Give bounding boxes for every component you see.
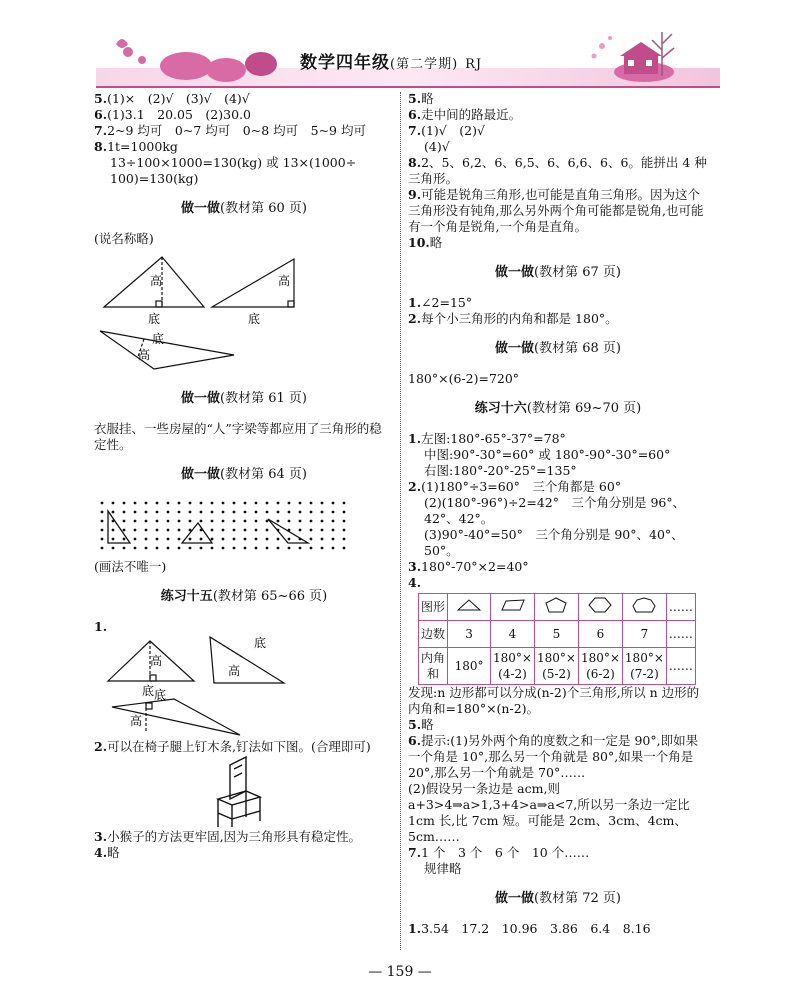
fig60-di-2: 底 [248,312,261,326]
heading-exercise-16: 练习十六(教材第 69~70 页) [474,401,642,416]
answer-7: 7.2~9 均可 0~7 均可 0~8 均可 5~9 均可 [94,123,366,138]
q1-gao-2: 高 [228,664,241,678]
question-4: 4.略 [94,845,120,860]
table-row-shape [419,594,696,621]
r-answer-10: 10.略 [408,235,443,250]
heading-p68: 做一做(教材第 68 页) [495,341,621,356]
angle-ellipsis: …… [666,648,695,685]
semester: (第二学期) [390,57,459,72]
angle-sum-4: 180°× (4-2) [491,648,535,685]
answer-p67-1: 1.∠2=15° [408,295,473,310]
answer-8-line2: 13÷100×1000=130(kg) 或 13×(1000÷ [110,155,357,170]
angle-sum-6: 180°× (6-2) [578,648,622,685]
sides-6: 6 [578,621,622,648]
sides-5: 5 [534,621,578,648]
fig60-di-1: 底 [148,312,161,326]
book-title: 数学四年级 [300,53,390,73]
q1-gao-1: 高 [150,654,163,668]
table-row-sides [419,621,696,648]
r-answer-8: 8.2、5、6,2、6、6,5、6、6,6、6、6。能拼出 4 种三角形。 [408,155,707,186]
shape-ellipsis: …… [666,594,695,621]
q1-di-3: 底 [154,688,167,702]
right-column [408,91,708,937]
heading-p72: 做一做(教材第 72 页) [495,891,621,906]
answer-p72: 1.3.54 17.2 10.96 3.86 6.4 8.16 [408,921,651,936]
dot-grid-figure [94,497,394,559]
triangle-icon [448,594,491,621]
heading-p61: 做一做(教材第 61 页) [181,391,307,406]
answer-p61: 衣服挂、一些房屋的“人”字梁等都应用了三角形的稳定性。 [94,421,382,452]
ex16-4-num: 4. [408,575,422,590]
drawing-note: (画法不唯一) [94,559,167,574]
question-2: 2.可以在椅子腿上钉木条,钉法如下图。(合理即可) [94,739,371,754]
heading-exercise-15: 练习十五(教材第 65~66 页) [160,589,328,604]
ex16-2-line2: (2)(180°-96°)÷2=42° 三个角分别是 96°、42°、42°。 [424,495,686,526]
polygon-table [418,593,696,685]
finding: 发现:n 边形都可以分成(n-2)个三角形,所以 n 边形的内角和=180°×(n-2)。 [408,685,700,716]
header-rule [96,86,720,88]
ex16-3: 3.180°-70°×2=40° [408,559,529,574]
ex16-1-line3: 右图:180°-20°-25°=135° [424,463,577,478]
ex16-1: 1.左图:180°-65°-37°=78° [408,431,566,446]
q1-gao-3: 高 [130,714,143,728]
column-divider [400,92,401,950]
chair-figure [94,755,394,829]
answer-5: 5.(1)× (2)√ (3)√ (4)√ [94,91,250,106]
angle-sum-7: 180°× (7-2) [622,648,666,685]
answer-8-line3: 100)=130(kg) [110,171,199,186]
answer-8: 8.1t=1000kg [94,139,178,154]
fig60-di-3: 底 [152,332,165,346]
angle-sum-5: 180°× (5-2) [534,648,578,685]
header-title [300,48,482,73]
naming-note: (说名称略) [94,231,154,246]
fig60-gao-2: 高 [278,274,291,288]
heptagon-icon [622,594,666,621]
ex16-5: 5.略 [408,717,434,732]
page-number: — 159 — [368,964,432,980]
fig60-gao-3: 高 [138,348,151,362]
r-answer-7-line2: (4)√ [424,139,450,154]
ex16-7-line2: 规律略 [424,861,462,876]
hexagon-icon [578,594,622,621]
fig60-gao-1: 高 [150,274,163,288]
sides-7: 7 [622,621,666,648]
ex16-6: 6.提示:(1)另外两个角的度数之和一定是 90°,即如果一个角是 10°,那么另一个角就是 80°,如果一个角是 20°,那么另一个角就是 70°…… [408,733,699,780]
q1-di-2: 底 [254,636,267,650]
angle-sum-3: 180° [448,648,491,685]
answer-p68: 180°×(6-2)=720° [408,371,520,386]
heading-p64: 做一做(教材第 64 页) [181,467,307,482]
edition: RJ [465,57,483,72]
r-answer-6: 6.走中间的路最近。 [408,107,522,122]
question-1-num: 1. [94,619,108,634]
quadrilateral-icon [491,594,535,621]
figure-p60-triangles [94,247,394,377]
question-3: 3.小猴子的方法更牢固,因为三角形具有稳定性。 [94,829,362,844]
left-column [94,91,394,861]
figure-q1-triangles [94,635,394,739]
r-answer-5: 5.略 [408,91,434,106]
ex16-1-line2: 中图:90°-30°=60° 或 180°-90°-30°=60° [424,447,671,462]
heading-p67: 做一做(教材第 67 页) [495,265,621,280]
ex16-7: 7.1 个 3 个 6 个 10 个…… [408,845,590,860]
sides-3: 3 [448,621,491,648]
table-row-angle-sum [419,648,696,685]
row-label-shape: 图形 [419,594,448,621]
sides-4: 4 [491,621,535,648]
sides-ellipsis: …… [666,621,695,648]
row-label-angle-sum: 内角 和 [419,648,448,685]
ex16-2-line3: (3)90°-40°=50° 三个角分别是 90°、40°、50°。 [424,527,684,558]
r-answer-9: 9.可能是锐角三角形,也可能是直角三角形。因为这个三角形没有钝角,那么另外两个角可能都是锐角,也可能有一个角是锐角,一个角是直角。 [408,187,704,234]
ex16-6-part2: (2)假设另一条边是 acm,则 a+3>4⇒a>1,3+4>a⇒a<7,所以另一条边一定比 1cm 长,比 7cm 短。可能是 2cm、3cm、4cm、5cm…… [408,781,690,844]
q1-di-1: 底 [142,684,155,698]
ex16-2: 2.(1)180°÷3=60° 三个角都是 60° [408,479,622,494]
r-answer-7: 7.(1)√ (2)√ [408,123,485,138]
pentagon-icon [534,594,578,621]
row-label-sides: 边数 [419,621,448,648]
answer-p67-2: 2.每个小三角形的内角和都是 180°。 [408,311,618,326]
answer-6: 6.(1)3.1 20.05 (2)30.0 [94,107,251,122]
heading-p60: 做一做(教材第 60 页) [181,201,307,216]
